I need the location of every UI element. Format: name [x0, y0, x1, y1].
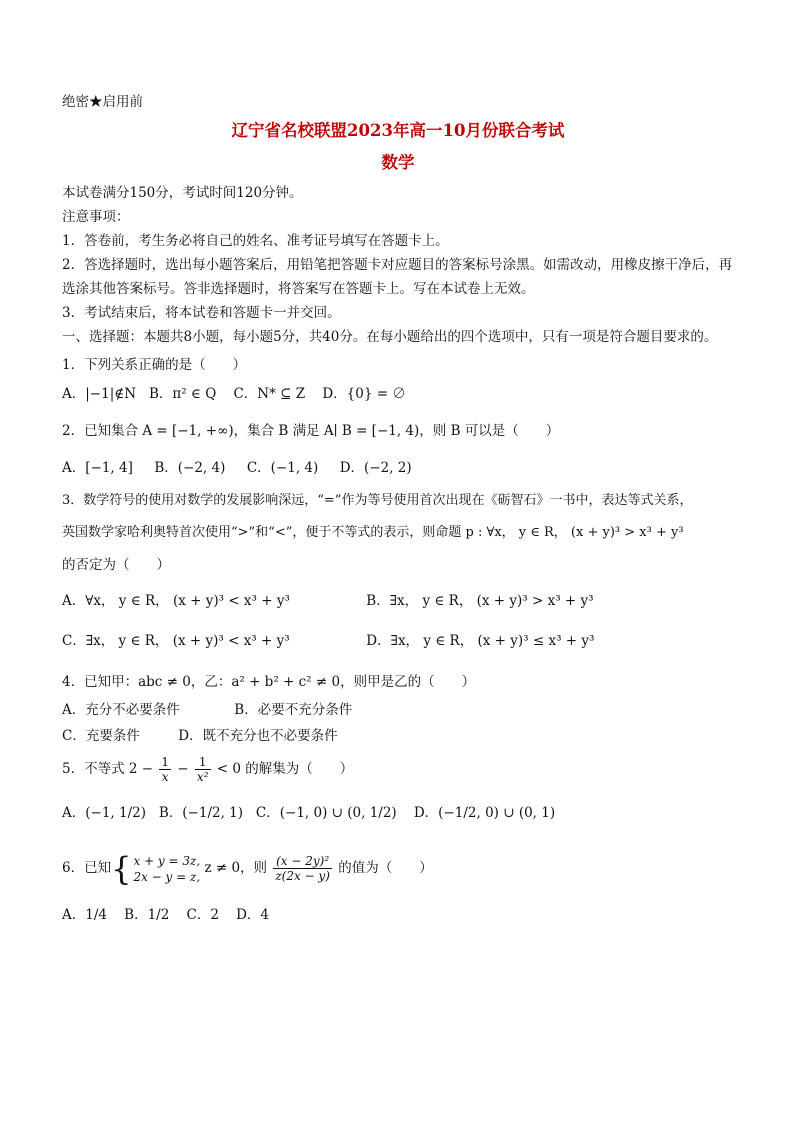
q6-stem-prefix: 6．已知	[62, 860, 112, 876]
note-item-2: 2．答选择题时，选出每小题答案后，用铅笔把答题卡对应题目的答案标号涂黑。如需改动，用橡皮擦干净后，再选涂其他答案标号。答非选择题时，将答案写在答题卡上。写在本试卷上无效。	[62, 257, 733, 297]
q4-option-c: C．充要条件	[62, 728, 140, 744]
question-4-options-row-1	[62, 697, 734, 723]
q5-fraction-1-numerator: 1	[161, 755, 170, 769]
q6-equation-system	[133, 853, 200, 885]
q2-option-d: D．(−2, 2)	[339, 460, 412, 476]
question-2	[62, 417, 734, 445]
exam-info: 本试卷满分150分，考试时间120分钟。	[62, 185, 303, 201]
q5-stem-prefix: 5．不等式 2 −	[62, 761, 154, 777]
q3-option-b: B．∃x， y ∈ R， (x + y)³ > x³ + y³	[366, 593, 594, 609]
q5-fraction-2-numerator: 1	[195, 755, 211, 770]
q3-option-c: C．∃x， y ∈ R， (x + y)³ < x³ + y³	[62, 633, 290, 649]
note-item-3: 3．考试结束后，将本试卷和答题卡一并交回。	[62, 305, 341, 321]
q5-option-c: C．(−1, 0) ∪ (0, 1/2)	[255, 805, 397, 821]
q6-equation-1: x + y = 3z,	[133, 853, 201, 868]
q1-option-d: D．{0} = ∅	[322, 386, 406, 402]
question-2-stem: 2．已知集合 A = [−1, +∞)，集合 B 满足 A∣ B = [−1, 4)，则 B 可以是（ ）	[62, 423, 560, 439]
question-1	[62, 353, 734, 377]
q2-option-b: B．(−2, 4)	[154, 460, 226, 476]
q1-option-a: A．|−1|∉N	[62, 386, 137, 402]
q6-option-a: A．1/4	[62, 907, 107, 923]
q5-option-b: B．(−1/2, 1)	[158, 805, 244, 821]
q6-option-d: D．4	[236, 907, 269, 923]
question-3-options-row-1	[62, 581, 734, 621]
question-1-stem: 1．下列关系正确的是（ ）	[62, 357, 247, 373]
q3-option-d: D．∃x， y ∈ R， (x + y)³ ≤ x³ + y³	[366, 633, 595, 649]
q4-option-d: D．既不充分也不必要条件	[178, 728, 338, 744]
q5-fraction-2-denominator: x²	[196, 770, 209, 784]
q6-stem-suffix: 的值为（ ）	[338, 860, 433, 876]
notes-heading: 注意事项：	[62, 209, 130, 225]
q4-option-a: A．充分不必要条件	[62, 702, 180, 718]
q5-fraction-2	[195, 755, 211, 784]
q6-system-brace: {	[111, 849, 132, 888]
question-6-stem	[62, 843, 734, 893]
exam-title: 辽宁省名校联盟2023年高一10月份联合考试	[231, 121, 565, 140]
confidential-label: 绝密★启用前	[62, 94, 143, 110]
q6-fraction	[273, 854, 332, 883]
q5-stem-suffix: < 0 的解集为（ ）	[216, 761, 354, 777]
question-2-options	[62, 451, 734, 485]
subject-title: 数学	[381, 153, 415, 172]
question-1-options	[62, 377, 734, 411]
q6-option-c: C．2	[186, 907, 219, 923]
q6-fraction-numerator: (x − 2y)²	[273, 854, 332, 869]
q5-fraction-1	[159, 755, 171, 784]
q1-option-c: C．N* ⊆ Z	[233, 386, 306, 402]
q5-fraction-1-denominator: x	[161, 770, 169, 784]
q3-option-a: A．∀x， y ∈ R， (x + y)³ < x³ + y³	[62, 593, 290, 609]
question-6-options	[62, 893, 734, 937]
question-3-stem-line-3: 的否定为（ ）	[62, 557, 170, 573]
q6-stem-middle: z ≠ 0，则	[204, 860, 268, 876]
question-4-options-row-2	[62, 723, 734, 749]
section-1-heading: 一、选择题：本题共8小题，每小题5分，共40分。在每小题给出的四个选项中，只有一项是符合题目要求的。	[62, 329, 718, 345]
question-5-options	[62, 789, 734, 837]
q5-stem-minus: −	[177, 761, 189, 777]
q6-option-b: B．1/2	[124, 907, 170, 923]
note-item-1: 1．答卷前，考生务必将自己的姓名、准考证号填写在答题卡上。	[62, 233, 449, 249]
q2-option-c: C．(−1, 4)	[246, 460, 319, 476]
exam-page	[62, 90, 734, 937]
q4-option-b: B．必要不充分条件	[234, 702, 353, 718]
q6-fraction-denominator: z(2x − y)	[275, 869, 330, 883]
question-5-stem	[62, 749, 734, 789]
q6-equation-2: 2x − y = z,	[133, 869, 201, 884]
question-3-options-row-2	[62, 621, 734, 661]
q1-option-b: B．π² ∈ Q	[148, 386, 217, 402]
question-4-stem: 4．已知甲：abc ≠ 0，乙：a² + b² + c² ≠ 0，则甲是乙的（ ）	[62, 674, 476, 690]
q2-option-a: A．[−1, 4]	[62, 460, 133, 476]
q5-option-a: A．(−1, 1/2)	[62, 805, 146, 821]
question-3-stem-line-1: 3．数学符号的使用对数学的发展影响深远，“=”作为等号使用首次出现在《砺智石》一书中，表达等式关系，	[62, 493, 693, 508]
question-3-stem-line-2: 英国数学家哈利奥特首次使用“>”和“<”，便于不等式的表示，则命题 p : ∀x， y ∈ R， (x + y)³ > x³ + y³	[62, 525, 684, 540]
q5-option-d: D．(−1/2, 0) ∪ (0, 1)	[413, 805, 556, 821]
